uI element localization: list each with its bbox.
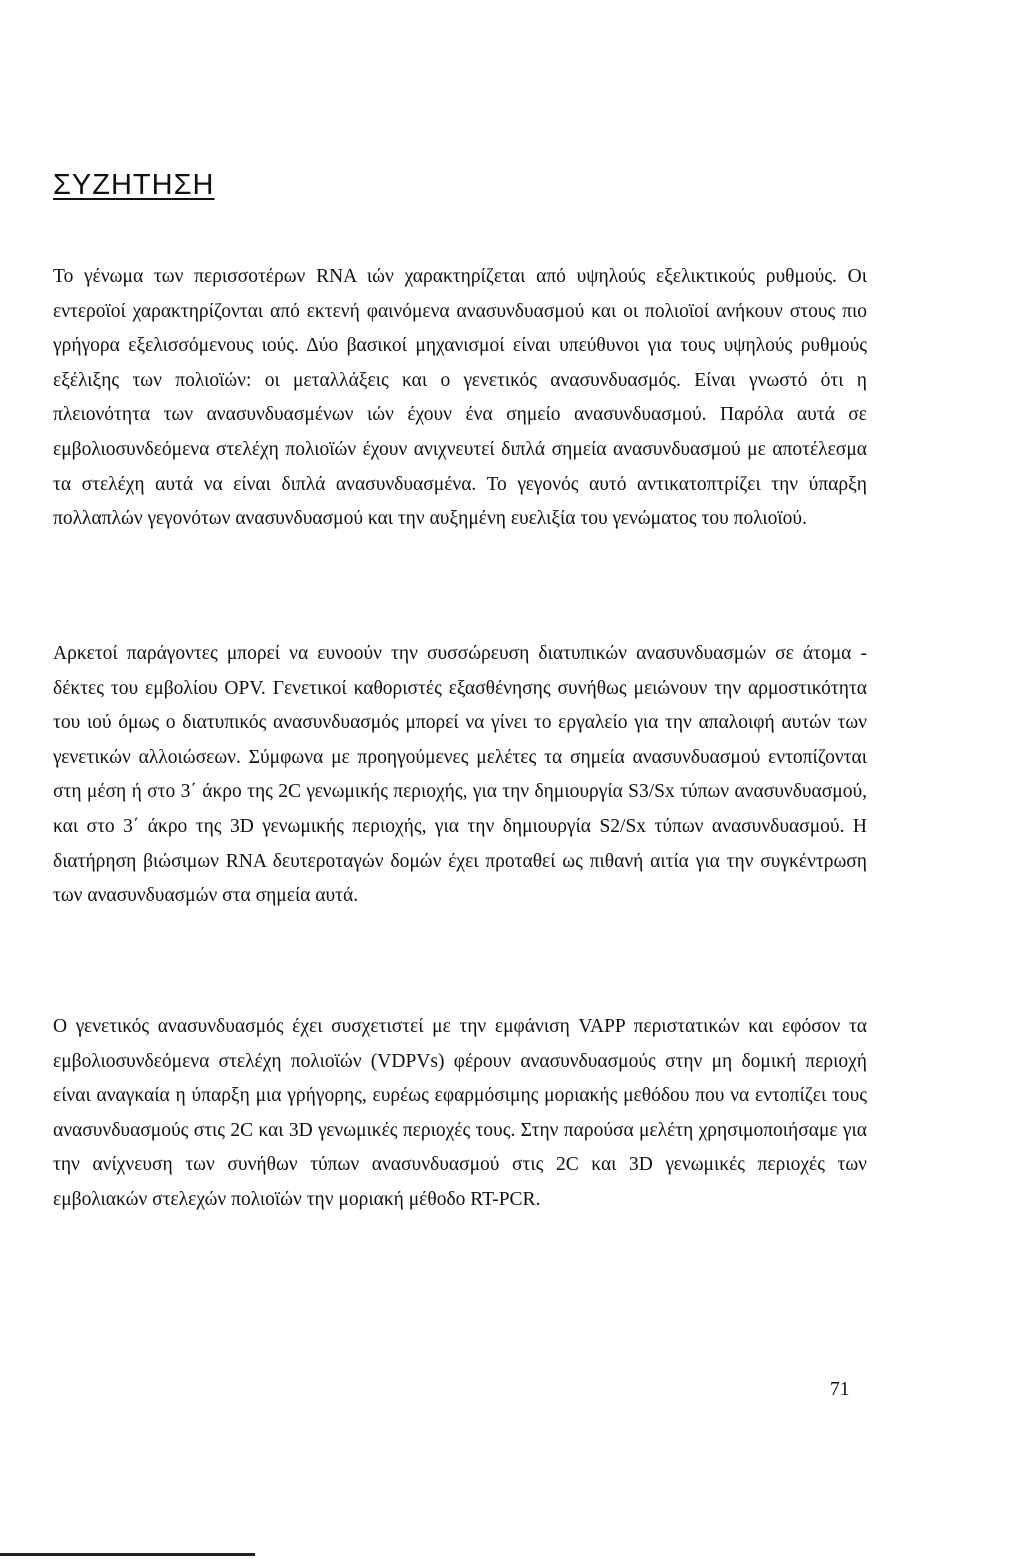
body-paragraph-1: Το γένωμα των περισσοτέρων RNA ιών χαρακτηρίζεται από υψηλούς εξελικτικούς ρυθμούς. Οι εντεροϊοί χαρακτηρίζονται από εκτενή φαινόμενα ανασυνδυασμού και οι πολιοϊοί ανήκουν στους πιο γρήγορα εξελισσόμενους ιούς. Δύο βασικοί μηχανισμοί είναι υπεύθυνοι για τους υψηλούς ρυθμούς εξέλιξης των πολιοϊών: οι μεταλλάξεις και ο γενετικός ανασυνδυασμός. Είναι γνωστό ότι η πλειονότητα των ανασυνδυασμένων ιών έχουν ένα σημείο ανασυνδυασμού. Παρόλα αυτά σε εμβολιοσυνδεόμενα στελέχη πολιοϊών έχουν ανιχνευτεί διπλά σημεία ανασυνδυασμού με αποτέλεσμα τα στελέχη αυτά να είναι διπλά ανασυνδυασμένα. Το γεγονός αυτό αντικατοπτρίζει την ύπαρξη πολλαπλών γεγονότων ανασυνδυασμού και την αυξημένη ευελιξία του γενώματος του πολιοϊού.: [53, 266, 867, 530]
footer-divider: [0, 1553, 255, 1556]
body-paragraph-3: Ο γενετικός ανασυνδυασμός έχει συσχετιστεί με την εμφάνιση VAPP περιστατικών και εφόσον τα εμβολιοσυνδεόμενα στελέχη πολιοϊών (VDPVs) φέρουν ανασυνδυασμούς στην μη δομική περιοχή είναι αναγκαία η ύπαρξη μια γρήγορης, ευρέως εφαρμόσιμης μοριακής μεθόδου που να εντοπίζει τους ανασυνδυασμούς στις 2C και 3D γενωμικές περιοχές τους. Στην παρούσα μελέτη χρησιμοποιήσαμε για την ανίχνευση των συνήθων τύπων ανασυνδυασμού στις 2C και 3D γενωμικές περιοχές των εμβολιακών στελεχών πολιοϊών την μοριακή μέθοδο RT-PCR.: [53, 1016, 867, 1210]
section-heading: ΣΥΖΗΤΗΣΗ: [53, 169, 215, 201]
body-paragraph-2: Αρκετοί παράγοντες μπορεί να ευνοούν την συσσώρευση διατυπικών ανασυνδυασμών σε άτομα - δέκτες του εμβολίου OPV. Γενετικοί καθοριστές εξασθένησης συνήθως μειώνουν την αρμοστικότητα του ιού όμως ο διατυπικός ανασυνδυασμός μπορεί να γίνει το εργαλείο για την απαλοιφή αυτών των γενετικών αλλοιώσεων. Σύμφωνα με προηγούμενες μελέτες τα σημεία ανασυνδυασμού εντοπίζονται στη μέση ή στο 3΄ άκρο της 2C γενωμικής περιοχής, για την δημιουργία S3/Sx τύπων ανασυνδυασμού, και στο 3΄ άκρο της 3D γενωμικής περιοχής, για την δημιουργία S2/Sx τύπων ανασυνδυασμού. Η διατήρηση βιώσιμων RNA δευτεροταγών δομών έχει προταθεί ως πιθανή αιτία για την συγκέντρωση των ανασυνδυασμών στα σημεία αυτά.: [53, 643, 867, 907]
page-number: 71: [830, 1379, 850, 1400]
